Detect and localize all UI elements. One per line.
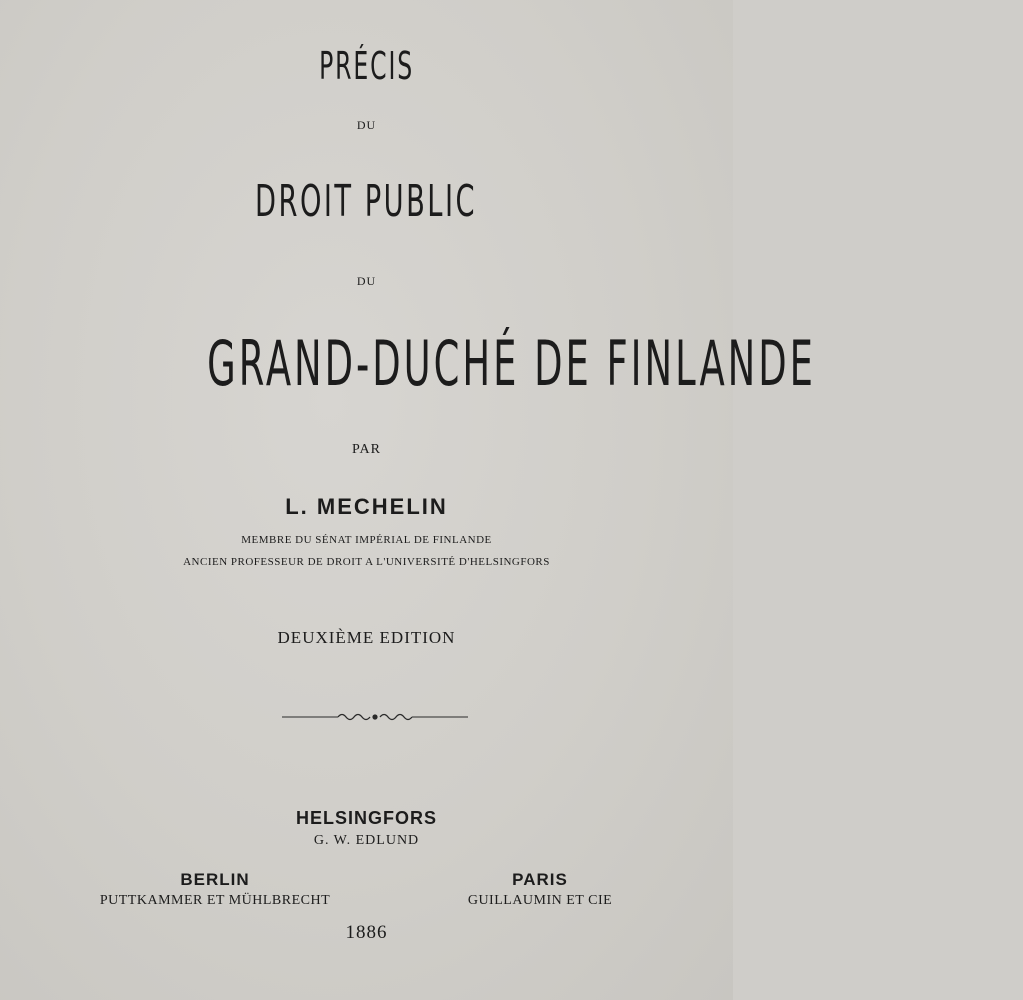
title-precis-text: PRÉCIS — [318, 44, 414, 88]
title-line-precis — [0, 44, 733, 88]
edition-label: DEUXIÈME EDITION — [277, 628, 456, 647]
author-role-professor: ANCIEN PROFESSEUR DE DROIT A L'UNIVERSITÉ D'HELSINGFORS — [183, 556, 550, 568]
title-droit-public-text: DROIT PUBLIC — [255, 176, 478, 227]
title-line-grand-duche — [0, 327, 816, 400]
publisher-guillaumin: GUILLAUMIN ET CIE — [467, 893, 613, 908]
publication-year: 1886 — [345, 922, 388, 943]
author-name: L. MECHELIN — [285, 494, 448, 519]
city-berlin: BERLIN — [180, 870, 250, 889]
city-paris: PARIS — [512, 870, 568, 889]
publisher-puttkammer: PUTTKAMMER ET MÜHLBRECHT — [99, 893, 331, 908]
ornament-divider — [280, 708, 470, 726]
publisher-edlund: G. W. EDLUND — [313, 833, 420, 848]
by-label: PAR — [352, 442, 381, 457]
title-grand-duche-text: GRAND-DUCHÉ DE FINLANDE — [207, 327, 816, 400]
city-helsingfors: HELSINGFORS — [295, 808, 437, 828]
connector-du-1: DU — [356, 118, 377, 132]
author-role-senate: MEMBRE DU SÉNAT IMPÉRIAL DE FINLANDE — [241, 534, 492, 546]
connector-du-2: DU — [356, 274, 377, 288]
title-line-droit-public — [0, 176, 733, 227]
